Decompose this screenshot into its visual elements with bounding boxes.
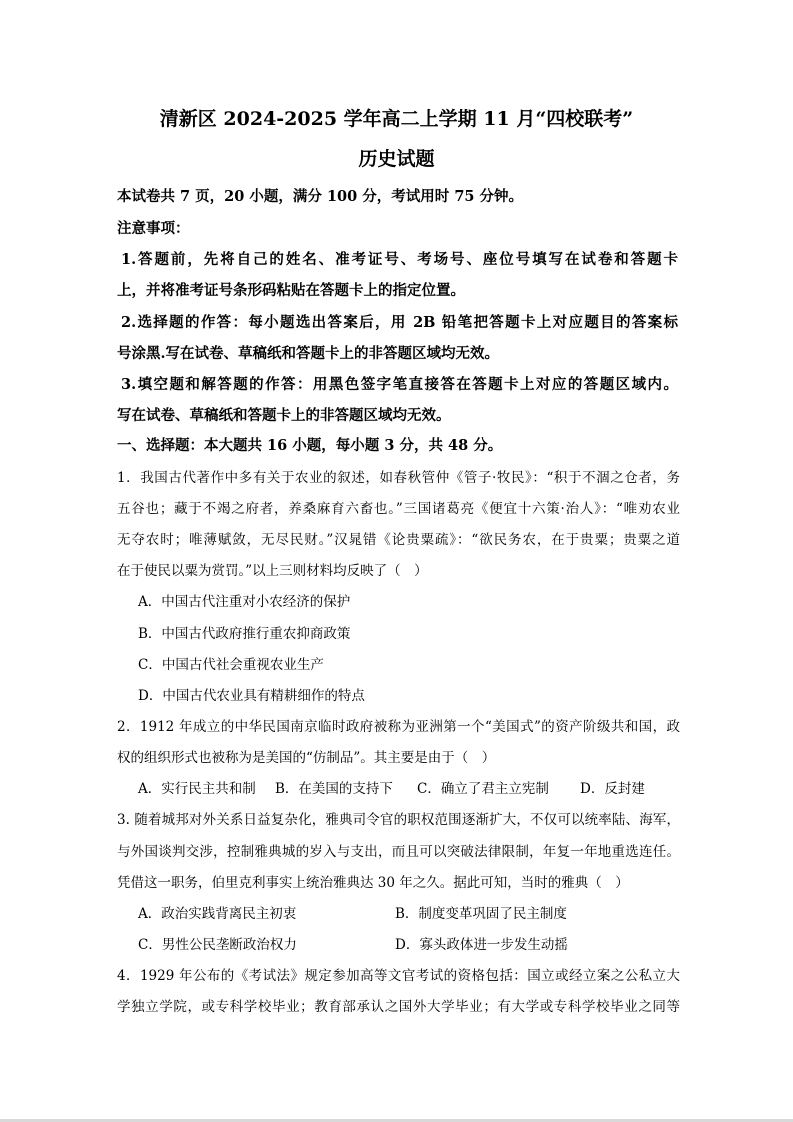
notice-2-line-2: 号涂黑.写在试卷、草稿纸和答题卡上的非答题区域均无效。 (117, 345, 500, 362)
exam-title: 清新区 2024-2025 学年高二上学期 11 月“四校联考” (159, 108, 634, 130)
question-2-option-b: B．在美国的支持下 (275, 781, 393, 797)
question-3-option-b: B．制度变革巩固了民主制度 (395, 906, 567, 922)
section-1-heading: 一、选择题：本大题共 16 小题，每小题 3 分，共 48 分。 (117, 437, 503, 454)
question-1-option-c: C．中国古代社会重视农业生产 (138, 657, 324, 673)
question-3-line-2: 与外国谈判交涉，控制雅典城的岁入与支出，而且可以突破法律限制，年复一年地重选连任。 (117, 844, 680, 860)
question-2-line-2: 权的组织形式也被称为是美国的“仿制品”。其主要是由于（ ） (117, 750, 496, 766)
question-4-line-2: 学独立学院，或专科学校毕业；教育部承认之国外大学毕业；有大学或专科学校毕业之同等 (117, 999, 680, 1015)
question-1-option-a: A．中国古代注重对小农经济的保护 (138, 594, 351, 610)
question-1-option-b: B．中国古代政府推行重农抑商政策 (138, 626, 351, 642)
notice-1-line-1: 1.答题前，先将自己的姓名、准考证号、考场号、座位号填写在试卷和答题卡 (121, 251, 678, 268)
question-2-option-a: A．实行民主共和制 (138, 781, 256, 797)
exam-subject-title: 历史试题 (358, 148, 435, 170)
notice-3-line-2: 写在试卷、草稿纸和答题卡上的非答题区域均无效。 (117, 407, 451, 424)
question-1-line-1: 1．我国古代著作中多有关于农业的叙述，如春秋管仲《管子·牧民》：“积于不涸之仓者，务 (117, 470, 680, 486)
question-3-line-1: 3. 随着城邦对外关系日益复杂化，雅典司令官的职权范围逐渐扩大，不仅可以统率陆、海军， (117, 812, 680, 828)
question-1-line-3: 无夺农时；唯薄赋敛，无尽民财。”汉晁错《论贵粟疏》：“欲民务农，在于贵粟；贵粟之道 (117, 532, 680, 548)
notice-3-line-1: 3.填空题和解答题的作答：用黑色签字笔直接答在答题卡上对应的答题区域内。 (121, 376, 678, 393)
notice-1-line-2: 上，并将准考证号条形码粘贴在答题卡上的指定位置。 (117, 282, 465, 299)
question-1-line-4: 在于使民以粟为赏罚。”以上三则材料均反映了（ ） (117, 563, 428, 579)
notice-2-line-1: 2.选择题的作答：每小题选出答案后，用 2B 铅笔把答题卡上对应题目的答案标 (121, 314, 678, 331)
question-3-option-a: A．政治实践背离民主初衷 (138, 906, 297, 922)
question-4-line-1: 4．1929 年公布的《考试法》规定参加高等文官考试的资格包括：国立或经立案之公私立大 (117, 968, 680, 984)
question-2-line-1: 2．1912 年成立的中华民国南京临时政府被称为亚洲第一个“美国式”的资产阶级共和国，政 (117, 719, 680, 735)
question-3-line-3: 凭借这一职务，伯里克利事实上统治雅典达 30 年之久。据此可知，当时的雅典（ ） (117, 875, 629, 891)
question-2-option-c: C．确立了君主立宪制 (417, 781, 549, 797)
question-1-line-2: 五谷也；藏于不竭之府者，养桑麻育六畜也。”三国诸葛亮《便宜十六策·治人》：“唯劝农业 (117, 501, 680, 517)
question-1-option-d: D．中国古代农业具有精耕细作的特点 (138, 688, 365, 704)
notice-heading: 注意事项： (117, 220, 190, 237)
question-3-option-d: D．寡头政体进一步发生动摇 (395, 937, 568, 953)
question-3-option-c: C．男性公民垄断政治权力 (138, 937, 297, 953)
exam-summary: 本试卷共 7 页，20 小题，满分 100 分，考试用时 75 分钟。 (117, 188, 524, 205)
question-2-option-d: D．反封建 (580, 781, 645, 797)
